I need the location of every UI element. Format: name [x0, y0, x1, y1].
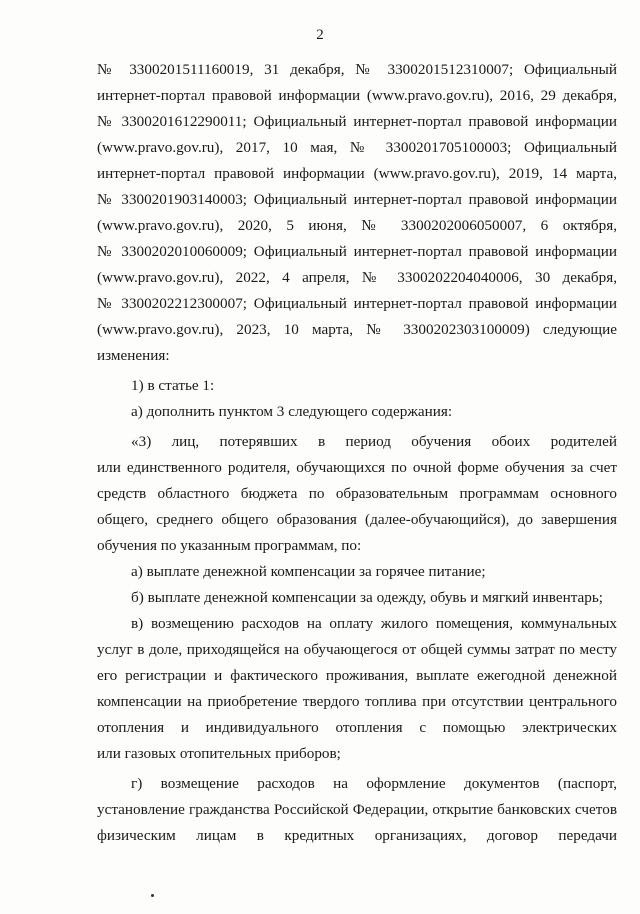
paragraph-line: а) выплате денежной компенсации за горячее питание; — [131, 563, 486, 580]
text-line: (www.pravo.gov.ru), 2023, 10 марта, № 3300202303100009) следующие — [97, 321, 617, 338]
text-line: интернет-портал правовой информации (www.pravo.gov.ru), 2016, 29 декабря, — [97, 87, 617, 104]
text-line: (www.pravo.gov.ru), 2017, 10 мая, № 3300201705100003; Официальный — [97, 139, 617, 156]
text-line: или газовых отопительных приборов; — [97, 745, 341, 762]
paragraph-line: а) дополнить пунктом 3 следующего содержания: — [131, 403, 453, 420]
text-line: услуг в доле, приходящейся на обучающегося от общей суммы затрат по месту — [97, 641, 617, 658]
text-line: обучения по указанным программам, по: — [97, 537, 362, 554]
paragraph-line: «3) лиц, потерявших в период обучения обоих родителей — [131, 433, 617, 450]
text-line: отопления и индивидуального отопления с помощью электрических — [97, 719, 617, 736]
text-line: общего, среднего общего образования (далее-обучающийся), до завершения — [97, 511, 617, 528]
paragraph-line: 1) в статье 1: — [131, 377, 215, 394]
text-line: № 3300202212300007; Официальный интернет-портал правовой информации — [97, 295, 617, 312]
paragraph-line: в) возмещению расходов на оплату жилого помещения, коммунальных — [131, 615, 617, 632]
paragraph-line: г) возмещение расходов на оформление документов (паспорт, — [131, 775, 617, 792]
text-line: № 3300201511160019, 31 декабря, № 3300201512310007; Официальный — [97, 61, 617, 78]
text-line: средств областного бюджета по образовательным программам основного — [97, 485, 617, 502]
text-line: или единственного родителя, обучающихся по очной форме обучения за счет — [97, 459, 617, 476]
scan-speck — [151, 894, 154, 897]
text-line: № 3300201903140003; Официальный интернет-портал правовой информации — [97, 191, 617, 208]
text-line: его регистрации и фактического проживания, выплате ежегодной денежной — [97, 667, 617, 684]
text-line: № 3300202010060009; Официальный интернет-портал правовой информации — [97, 243, 617, 260]
paragraph-line: б) выплате денежной компенсации за одежду, обувь и мягкий инвентарь; — [131, 589, 603, 606]
text-line: установление гражданства Российской Федерации, открытие банковских счетов — [97, 801, 617, 818]
text-line: компенсации на приобретение твердого топлива при отсутствии центрального — [97, 693, 617, 710]
text-line: интернет-портал правовой информации (www.pravo.gov.ru), 2019, 14 марта, — [97, 165, 617, 182]
text-line: (www.pravo.gov.ru), 2020, 5 июня, № 3300202006050007, 6 октября, — [97, 217, 617, 234]
text-line: № 3300201612290011; Официальный интернет-портал правовой информации — [97, 113, 617, 130]
page-number: 2 — [316, 27, 324, 43]
text-line: изменения: — [97, 347, 170, 364]
text-line: физическим лицам в кредитных организациях, договор передачи — [97, 827, 617, 844]
text-line: (www.pravo.gov.ru), 2022, 4 апреля, № 3300202204040006, 30 декабря, — [97, 269, 617, 286]
